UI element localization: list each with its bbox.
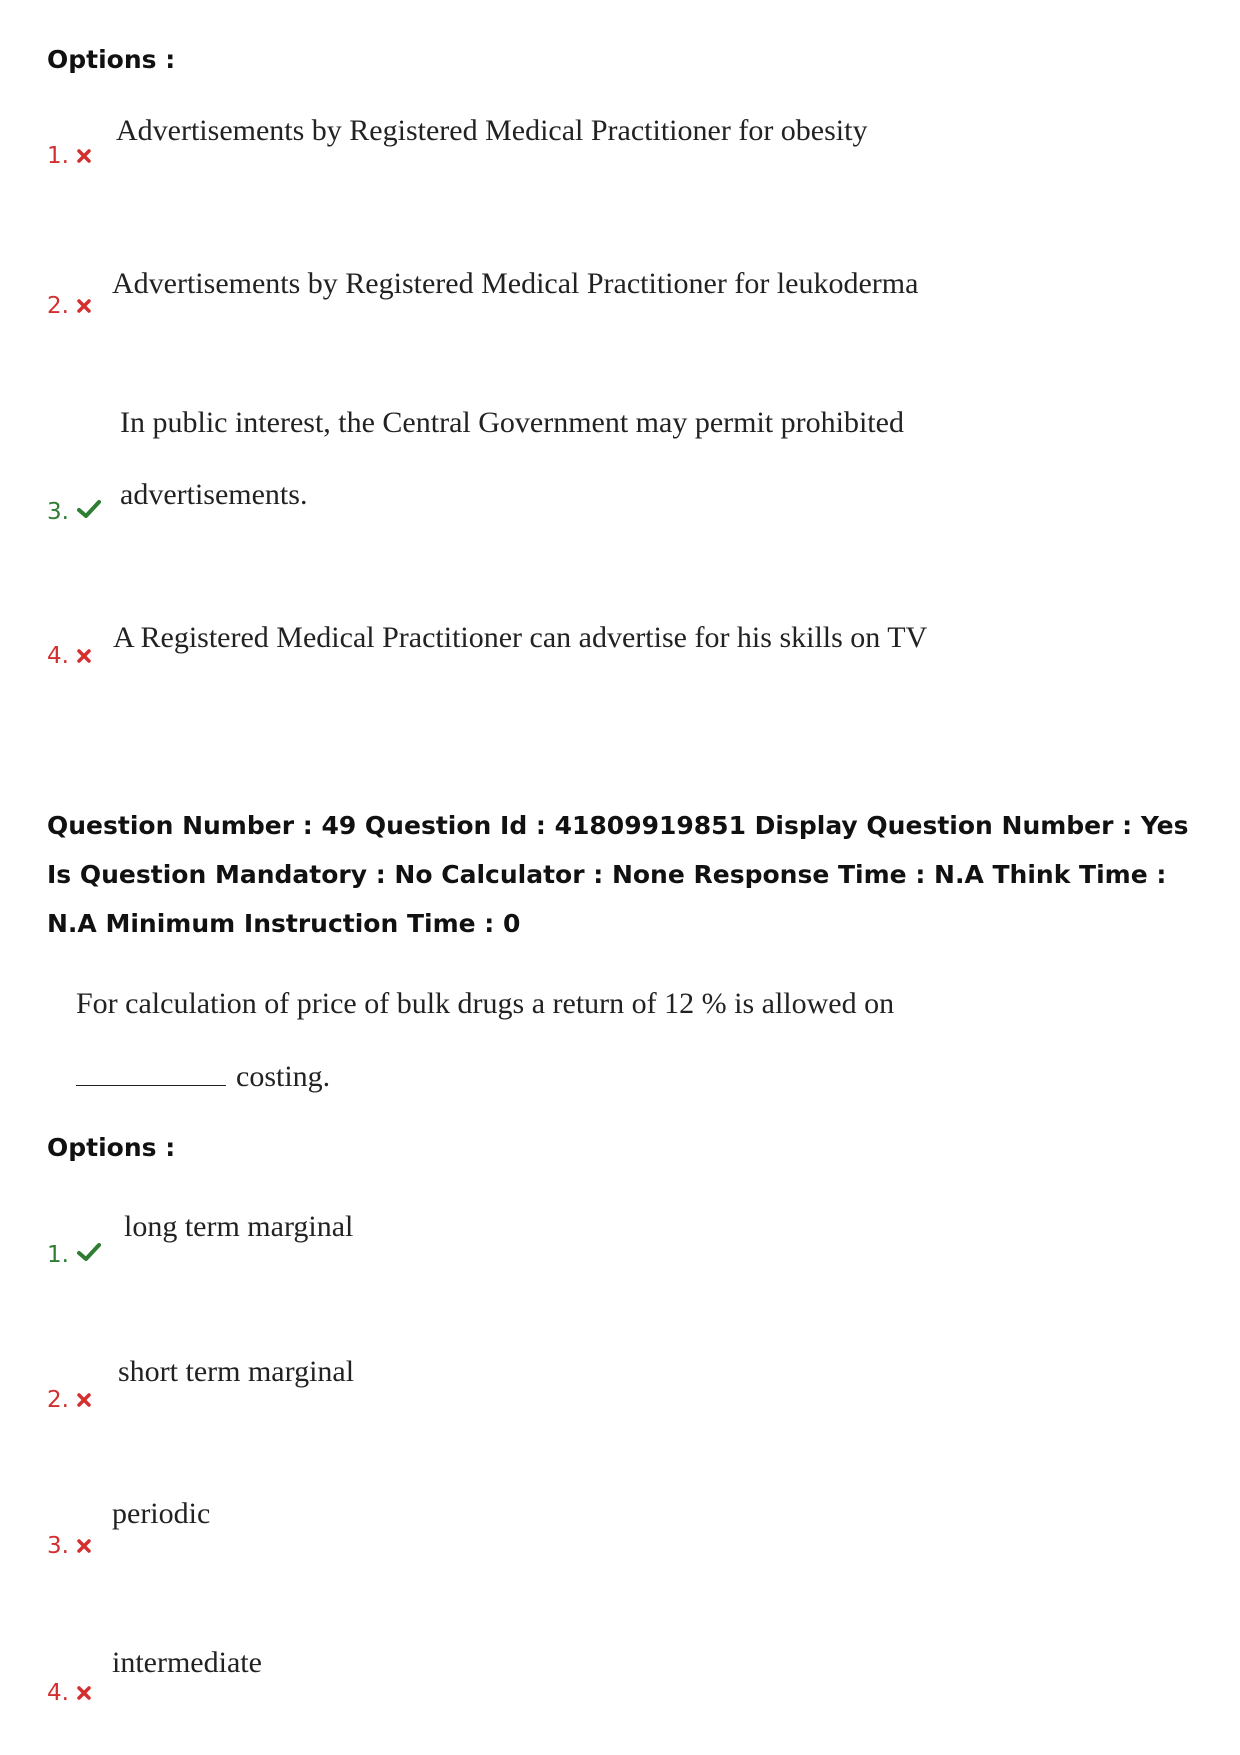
option-number: 4.	[47, 643, 69, 669]
check-icon	[77, 1242, 101, 1268]
option-number: 3.	[47, 499, 69, 525]
cross-icon	[77, 1533, 91, 1559]
option-3-text-line1: In public interest, the Central Government may permit prohibited	[120, 406, 904, 439]
option-4-marker	[47, 643, 91, 669]
question-text-line2-wrap	[76, 1060, 330, 1094]
option-number: 2.	[47, 293, 69, 319]
option-number: 1.	[47, 143, 69, 169]
cross-icon	[77, 1680, 91, 1706]
option-1-text: Advertisements by Registered Medical Practitioner for obesity	[116, 114, 868, 147]
option-2-text: Advertisements by Registered Medical Practitioner for leukoderma	[112, 267, 919, 300]
q49-option-2-marker	[47, 1387, 91, 1413]
option-number: 3.	[47, 1533, 69, 1559]
cross-icon	[77, 293, 91, 319]
answer-blank	[76, 1085, 226, 1086]
cross-icon	[77, 143, 91, 169]
q49-option-4-marker	[47, 1680, 91, 1706]
question-meta: Question Number : 49 Question Id : 41809919851 Display Question Number : Yes Is Question Mandatory : No Calculator : None Response Time : N.A Think Time : N.A Minimum Instruction Time : 0	[47, 811, 1189, 938]
option-number: 1.	[47, 1242, 69, 1268]
cross-icon	[77, 643, 91, 669]
option-3-text-line2: advertisements.	[120, 478, 308, 511]
question-text-line1: For calculation of price of bulk drugs a return of 12 % is allowed on	[76, 987, 895, 1020]
option-1-marker	[47, 143, 91, 169]
option-number: 4.	[47, 1680, 69, 1706]
check-icon	[77, 499, 101, 525]
option-4-text: A Registered Medical Practitioner can advertise for his skills on TV	[113, 621, 928, 654]
option-number: 2.	[47, 1387, 69, 1413]
question-text-line2: costing.	[236, 1060, 331, 1093]
q49-option-2-text: short term marginal	[118, 1355, 355, 1388]
q49-option-1-marker	[47, 1242, 101, 1268]
q49-option-3-marker	[47, 1533, 91, 1559]
options-label: Options :	[47, 45, 176, 74]
options-label: Options :	[47, 1133, 176, 1162]
q49-option-1-text: long term marginal	[124, 1210, 354, 1243]
q49-option-4-text: intermediate	[112, 1646, 262, 1679]
q49-option-3-text: periodic	[112, 1497, 211, 1530]
option-2-marker	[47, 293, 91, 319]
cross-icon	[77, 1387, 91, 1413]
option-3-marker	[47, 499, 101, 525]
